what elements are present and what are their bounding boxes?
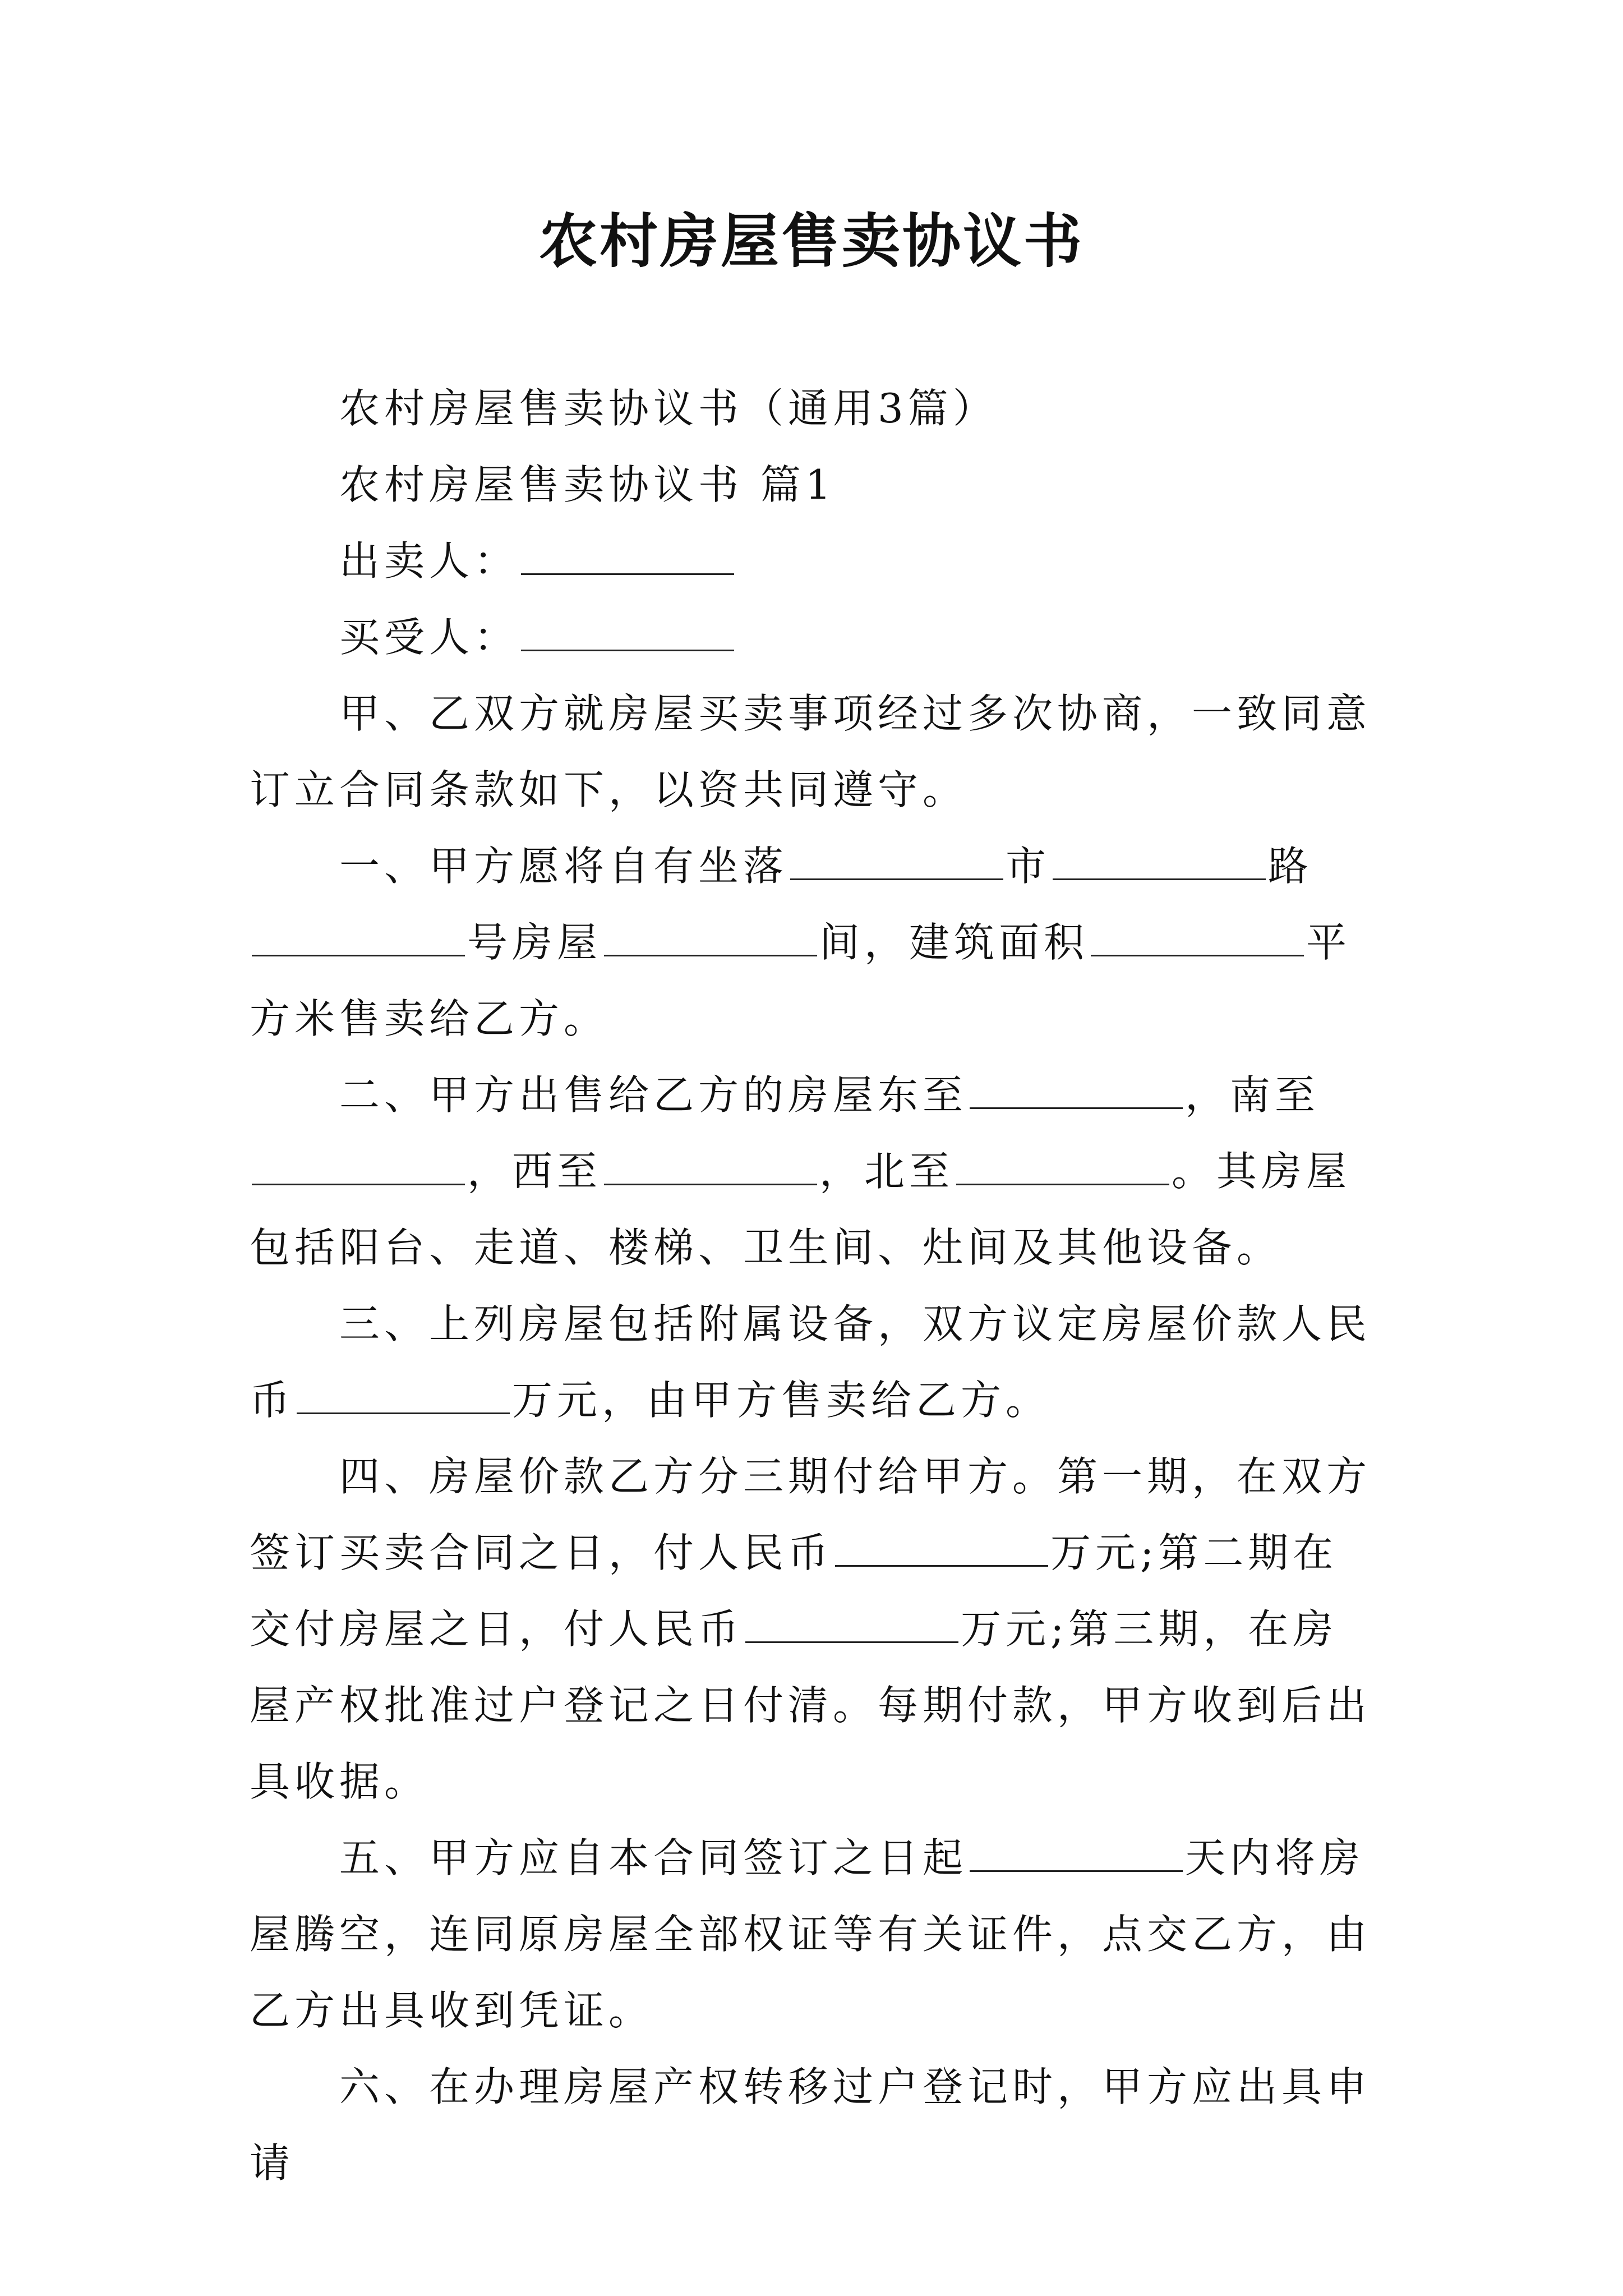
clause-1-blank-city <box>790 875 1003 880</box>
seller-label: 出卖人： <box>339 537 519 585</box>
clause-1-blank-area <box>1091 951 1304 956</box>
buyer-label: 买受人： <box>339 614 519 661</box>
part-heading <box>250 447 1382 523</box>
clause-1-blank-road <box>1053 875 1266 880</box>
clause-2-blank-east <box>970 1104 1183 1109</box>
clause-4 <box>250 1438 1382 1820</box>
clause-2-d: ，北至 <box>819 1148 955 1195</box>
clause-1-c: 路 <box>1268 843 1313 890</box>
clause-5-b: 天内将房屋腾空，连同原房屋全部权证等有关证件，点交乙方，由乙方出具收到凭证。 <box>250 1834 1372 2034</box>
clause-2-c: ，西至 <box>467 1148 602 1195</box>
buyer-line <box>250 599 1382 675</box>
document-body <box>250 370 1382 2201</box>
clause-1-d: 号房屋 <box>467 919 602 966</box>
clause-5-blank-days <box>970 1867 1183 1872</box>
clause-4-b: 万元;第二期在交付房屋之日，付人民币 <box>250 1529 1338 1653</box>
clause-1-blank-rooms <box>604 951 817 956</box>
clause-6 <box>250 2049 1382 2201</box>
clause-4-c: 万元;第三期，在房屋产权批准过户登记之日付清。每期付款，甲方收到后出具收据。 <box>250 1605 1372 1805</box>
clause-2-b: ，南至 <box>1185 1071 1320 1119</box>
clause-3-a: 三、上列房屋包括附属设备，双方议定房屋价款人民币 <box>250 1300 1372 1424</box>
clause-4-blank-first <box>835 1562 1048 1567</box>
clause-2-a: 二、甲方出售给乙方的房屋东至 <box>339 1071 968 1119</box>
subtitle <box>250 370 1382 447</box>
subtitle-text: 农村房屋售卖协议书（通用3篇） <box>339 385 998 432</box>
clause-2-blank-south <box>252 1180 465 1185</box>
clause-3-b: 万元，由甲方售卖给乙方。 <box>512 1377 1051 1424</box>
seller-line <box>250 523 1382 599</box>
clause-2-e: 。其房屋包括阳台、走道、楼梯、卫生间、灶间及其他设备。 <box>250 1148 1352 1271</box>
intro-text: 甲、乙双方就房屋买卖事项经过多次协商，一致同意订立合同条款如下，以资共同遵守。 <box>250 690 1372 813</box>
clause-1-a: 一、甲方愿将自有坐落 <box>339 843 789 890</box>
clause-1-e: 间，建筑面积 <box>819 919 1089 966</box>
clause-2-blank-west <box>604 1180 817 1185</box>
seller-blank <box>521 570 734 575</box>
clause-3 <box>250 1286 1382 1438</box>
clause-6-text: 六、在办理房屋产权转移过户登记时，甲方应出具申请 <box>250 2063 1372 2187</box>
clause-5 <box>250 1820 1382 2049</box>
clause-5-a: 五、甲方应自本合同签订之日起 <box>339 1834 968 1881</box>
clause-4-blank-second <box>745 1638 958 1643</box>
buyer-blank <box>521 646 734 651</box>
part-heading-text: 农村房屋售卖协议书 篇1 <box>339 461 836 508</box>
clause-2 <box>250 1057 1382 1286</box>
clause-1 <box>250 828 1382 1057</box>
clause-1-f: 平方米售卖给乙方。 <box>250 919 1352 1042</box>
clause-1-blank-number <box>252 951 465 956</box>
document-title: 农村房屋售卖协议书 <box>538 206 1084 275</box>
intro-paragraph <box>250 675 1382 828</box>
clause-2-blank-north <box>956 1180 1169 1185</box>
clause-1-b: 市 <box>1006 843 1051 890</box>
clause-4-a: 四、房屋价款乙方分三期付给甲方。第一期，在双方签订买卖合同之日，付人民币 <box>250 1453 1372 1576</box>
clause-3-blank-price <box>297 1409 510 1414</box>
